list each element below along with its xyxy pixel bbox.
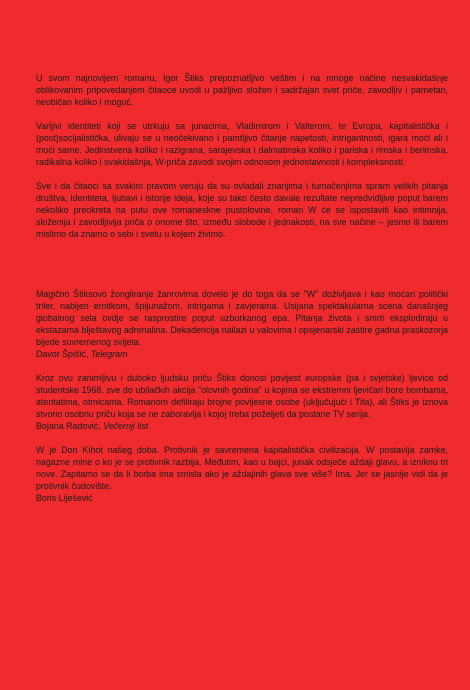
review-vecernji-list [36, 372, 448, 432]
review-attribution [36, 420, 448, 432]
review-text: Kroz ovu zanimljivu i duboko ljudsku priču Štiks donosi povijest europske (pa i svjetske) ljevice od studentske 1968. sve do ubilačkih akcija "olovnih godina" u kojima se ekstremni ljevičari bore bombama, atentatima, otmicama. Romanom defiliraju brojne povijesne osobe (uključujući i Tita), ali Štiks je iznova stvorio osobnu priču koja se ne zaboravlja i kojoj treba poželjeti da postane TV serija. [36, 373, 448, 419]
intro-paragraph-3: Sve i da čitaoci sa svakim pravom veruju da su ovladali znanjima i tumačenjima spram velikih pitanja društva, identiteta, ljubavi i istorije ideja, koje su tako često davale rezultate nepredvidljive poput barem nekoliko preokreta na putu ove romaneskne pustolovine, roman W će se ispostaviti kao intimnija, složenija i zavodljivija priča o onome što, između slobode i jednakosti, na sve načine – jesmo ili barem mislimo da znamo o sebi i svetu u kojem živimo. [36, 181, 448, 239]
review-telegram [36, 288, 448, 360]
review-attribution [36, 492, 448, 504]
intro-paragraph-2: Varljivi identiteti koji se utrkuju sa junacima, Vladimirom i Valterom, te Evropa, kapitalistička i (post)socijalistička, ulivaju se u neočekivano i pamtljivo čitanje napetosti, intrigantnosti, igara moći ali i moći same. Jedinstvena koliko i razigrana, sarajevska i dalmatinska koliko i pariska i rimska i berlinska, radikalna koliko i svakidašnja, W-priča zavodi svojim odnosom jednostavnosti i kompleksnosti. [36, 121, 448, 167]
review-author: Bojana Radović, [36, 421, 104, 431]
intro-section [36, 72, 448, 240]
review-source: Telegram [90, 349, 128, 359]
review-author: Davor Špišić, [36, 349, 91, 359]
intro-paragraph-1: U svom najnovijem romanu, Igor Štiks prepoznatljivo veštim i na mnoge načine nesvakidašnje oblikovanim pripovedanjem čitaoce uvodi u pažljivo složen i sadržajan svet priče, zavodljiv i pametan, neobičan koliko i moguć. [36, 73, 448, 107]
review-author: Boris Liješević [36, 493, 93, 503]
review-attribution [36, 348, 448, 360]
reviews-section [36, 288, 448, 504]
review-lijesevic [36, 444, 448, 504]
review-text: Magično Štiksovo žongliranje žanrovima dovelo je do toga da se "W" doživljava i kao moćan politički triler, nabijen erotikom, špijunažom, intrigama i zavjerama. Usijana spektakularna scena današnjeg globalnog sela ovdje se rasprostire poput uzburkanog epa. Pitanja života i smrti eksplodiraju u ekstazama blještavog adrenalina. Dekadencija nailazi u valovima i opsjenarski zastire gadna praskozorja bijede suvremenog svijeta. [36, 289, 448, 347]
review-text: W je Don Kihot našeg doba. Protivnik je savremena kapitalistička civilizacija. W postavlja zamke, nagazne mine o ko je se protivnik razbija. Međutim, kao u bajci, junak odsječe aždaji glavu, a izniknu tri nove. Zapitamo se da li borba ima smisla ako je aždajinih glava sve više? Ima. Jer se jasnije vidi da je protivnik čudovište. [36, 445, 448, 491]
review-source: Večernji list [103, 421, 149, 431]
